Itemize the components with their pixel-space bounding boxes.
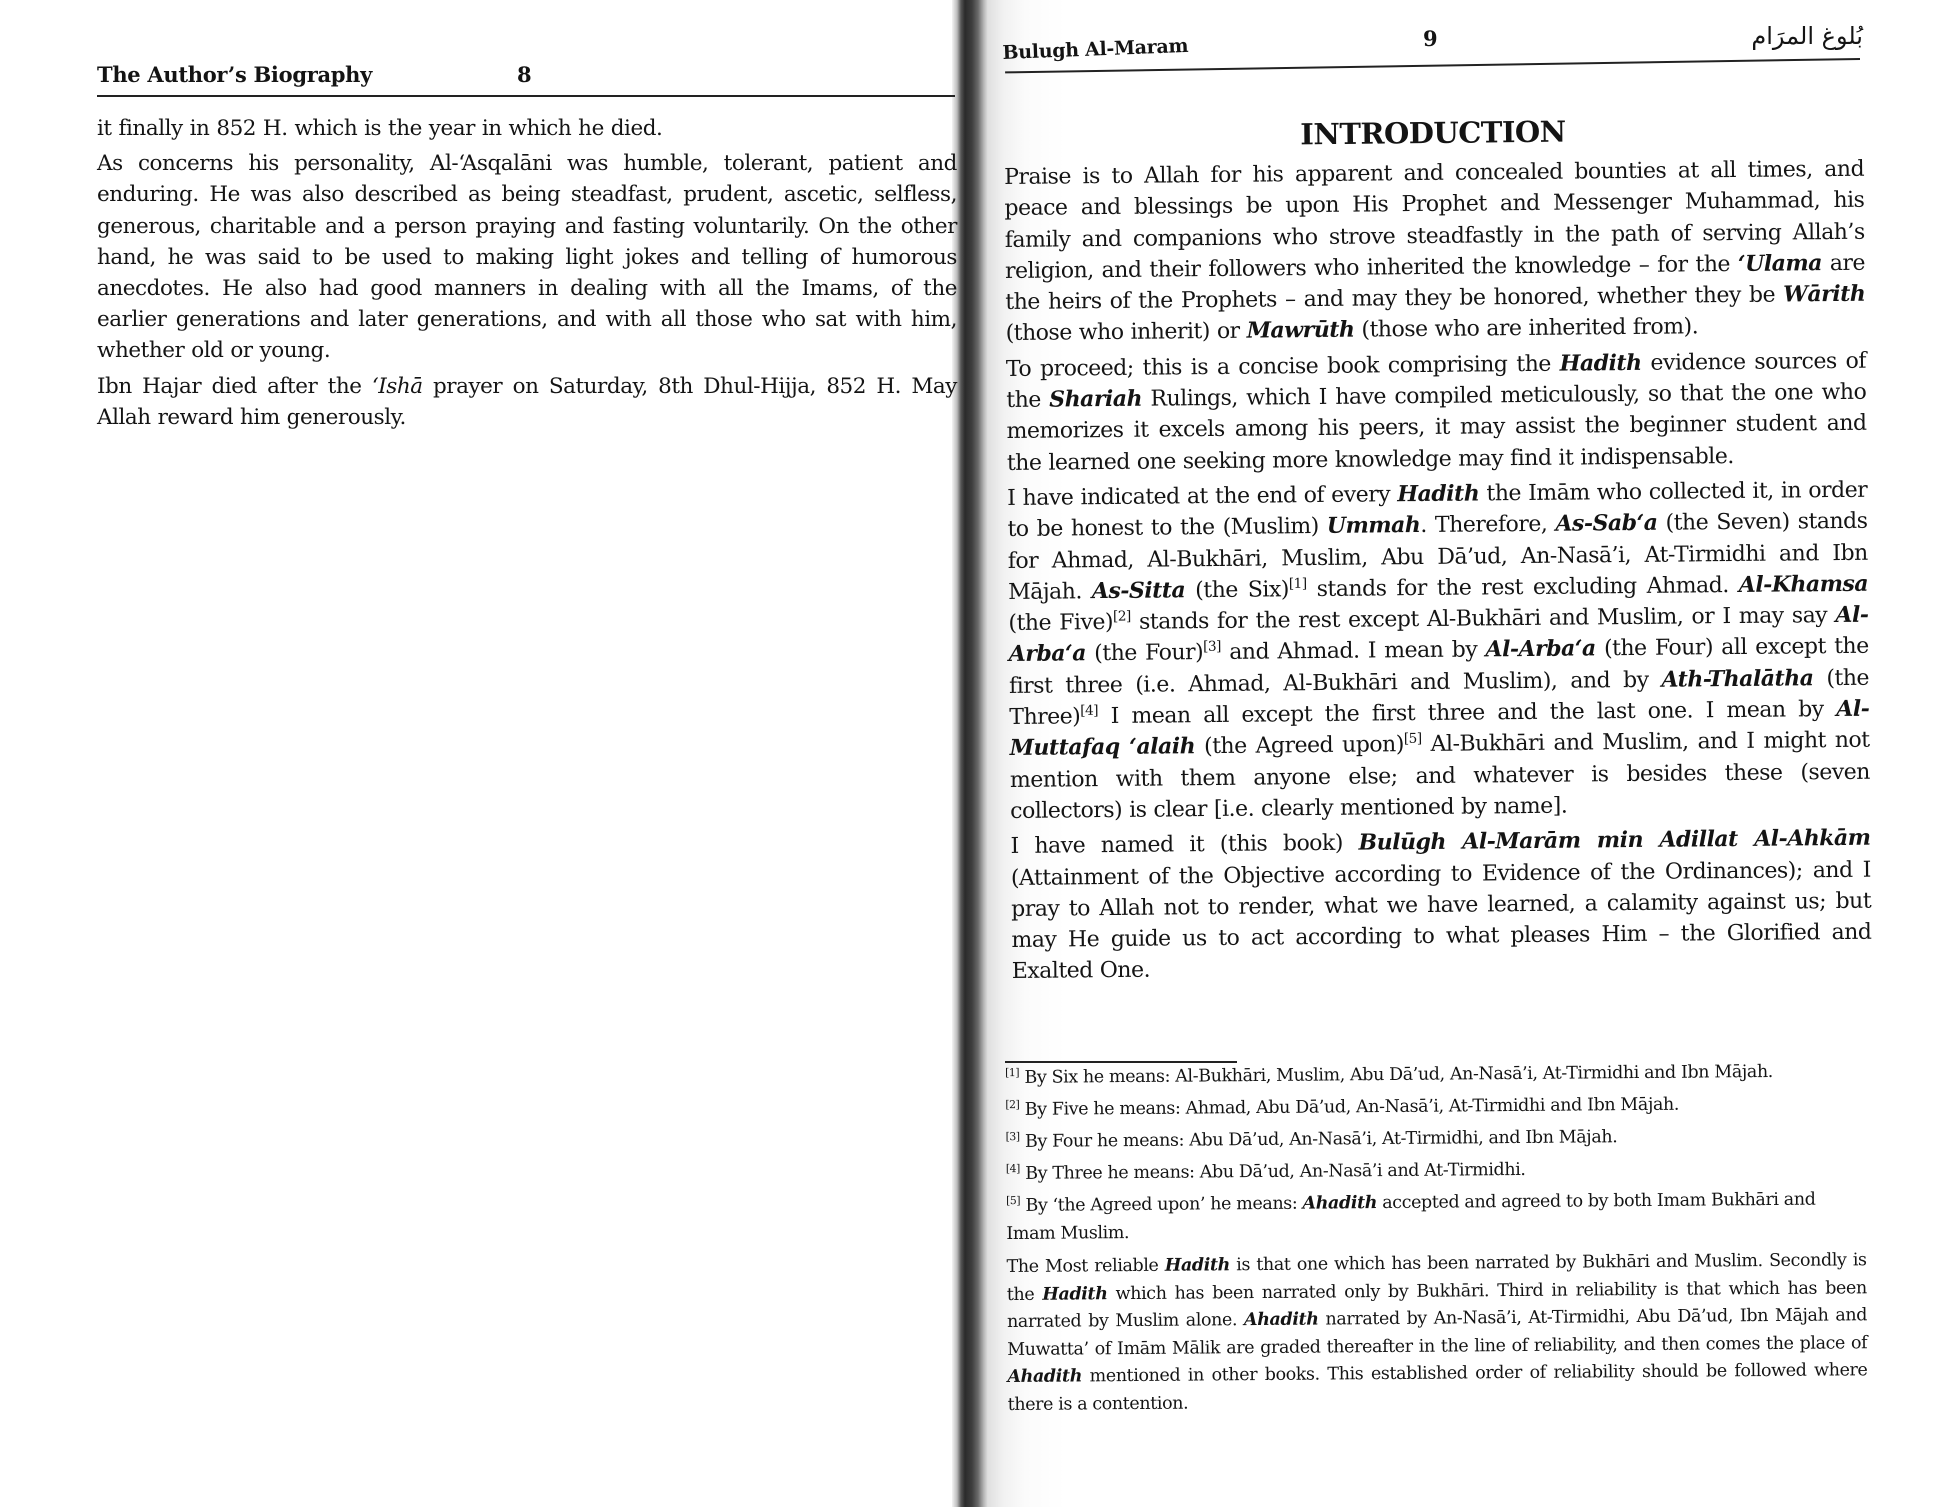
arabic-running-head: بُلوغ المرَام [1751, 22, 1863, 50]
text-run: . Therefore, [1420, 511, 1556, 539]
text-run: narrated by An-Nasā’i, At-Tirmidhi, Abu Dā’ud, Ibn Mājah and Muwatta’ of Imām Mālik are graded thereafter in the line of reliability, and then comes the place of [1007, 1305, 1868, 1360]
page-number: 9 [1423, 26, 1438, 51]
running-head-title: Bulugh Al-Maram [1002, 34, 1189, 64]
text-run: (the Four) all except the first three (i.e. Ahmad, Al-Bukhāri and Muslim), and by [1008, 634, 1869, 699]
text-run: stands for the rest excluding Ahmad. [1306, 572, 1739, 602]
footnote-marker: [4] [1005, 1162, 1021, 1176]
text-run: I have named it (this book) [1010, 830, 1359, 860]
text-run: By Four he means: Abu Dā’ud, An-Nasā’i, At-Tirmidhi, and Ibn Mājah. [1019, 1127, 1618, 1152]
footnote-reference: [3] [1203, 639, 1222, 656]
page-number: 8 [517, 62, 532, 87]
paragraph [1010, 823, 1871, 988]
footnote-reference: [4] [1080, 702, 1099, 720]
text-run: accepted and agreed to by both Imam Bukhāri and Imam Muslim. [1006, 1189, 1816, 1244]
footnote [1006, 1153, 1866, 1188]
text-run: is that one which has been narrated by Bukhāri and Muslim. Secondly is the [1006, 1250, 1867, 1305]
text-run: By Three he means: Abu Dā’ud, An-Nasā’i and At-Tirmidhi. [1019, 1159, 1526, 1184]
italic-term: Hadith [1164, 1255, 1231, 1276]
text-run: The Most reliable [1006, 1255, 1165, 1277]
footnote-text [1019, 1062, 1773, 1088]
text-run: By Five he means: Ahmad, Abu Dā’ud, An-Nasā’i, At-Tirmidhi and Ibn Mājah. [1019, 1094, 1680, 1120]
paragraph [1007, 475, 1870, 828]
paragraph [97, 148, 957, 366]
paragraph [97, 113, 957, 144]
header-rule [97, 95, 955, 97]
italic-term: Hadith [1042, 1283, 1108, 1305]
text-run: By Six he means: Al-Bukhāri, Muslim, Abu Dā’ud, An-Nasā’i, At-Tirmidhi and Ibn Mājah. [1019, 1061, 1774, 1088]
paragraph [97, 371, 957, 433]
text-run: the Imām who collected it, in order to be honest to the (Muslim) [1007, 477, 1868, 543]
footnote [1006, 1185, 1866, 1248]
footnote-text [1019, 1095, 1679, 1120]
italic-term: Hadith [1559, 349, 1642, 377]
italic-term: Wārith [1783, 280, 1866, 308]
text-run: Praise is to Allah for his apparent and concealed bounties at all times, and peace and blessings be upon His Prophet and Messenger Muhammad, his family and companions who strove steadfastly in the path of serving Allah’s religion, and their followers who inherited the knowledge – for the [1004, 156, 1865, 284]
text-run: I have indicated at the end of every [1007, 482, 1398, 511]
right-page-body [1004, 154, 1872, 992]
italic-term: Hadith [1397, 480, 1480, 508]
text-run: By ‘the Agreed upon’ he means: [1020, 1193, 1303, 1216]
footnote-marker: [1] [1005, 1066, 1020, 1080]
text-run: (those who inherit) or [1005, 319, 1247, 347]
italic-term: Ath-Thalātha [1661, 665, 1814, 693]
italic-term: Al-Muttafaq ‘alaih [1009, 695, 1870, 762]
reliability-note [1006, 1247, 1867, 1419]
footnote-marker: [2] [1005, 1098, 1020, 1112]
italic-term: Ahadith [1243, 1309, 1319, 1331]
text-run: I mean all except the first three and the last one. I mean by [1098, 697, 1837, 730]
text-run: To proceed; this is a concise book comprising the [1005, 351, 1560, 382]
text-run: are the heirs of the Prophets – and may they be honored, whether they be [1005, 250, 1866, 316]
text-run: (the Three) [1009, 665, 1870, 731]
footnotes [1005, 1057, 1868, 1419]
italic-term: ‘Ulama [1737, 250, 1823, 277]
italic-term: As-Sab‘a [1555, 510, 1658, 537]
text-run: (the Five) [1008, 610, 1114, 637]
left-page-header [97, 62, 955, 92]
text-run: stands for the rest except Al-Bukhāri and Muslim, or I may say [1130, 603, 1836, 635]
text-run: which has been narrated only by Bukhāri. Third in reliability is that which has been narrated by Muslim alone. [1006, 1277, 1867, 1332]
text-run: evidence sources of the [1006, 348, 1867, 414]
text-run: (the Agreed upon) [1195, 732, 1404, 760]
footnote [1006, 1121, 1866, 1156]
italic-term: Mawrūth [1246, 317, 1355, 345]
footnote [1005, 1089, 1865, 1124]
paragraph [1004, 154, 1866, 350]
left-page-body [97, 113, 957, 437]
text-run: Ibn Hajar died after the [97, 373, 372, 399]
text-run: (those who are inherited from). [1354, 314, 1699, 344]
text-run: (the Four) [1085, 640, 1204, 667]
italic-term: ‘Ishā [371, 373, 423, 399]
italic-term: Ahadith [1302, 1193, 1378, 1214]
footnote-reference: [5] [1403, 731, 1422, 748]
text-run: prayer on Saturday, 8th Dhul-Hijja, 852 H. May Allah reward him generously. [97, 373, 957, 430]
italic-term: Ahadith [1007, 1366, 1083, 1387]
footnote-text [1006, 1190, 1815, 1244]
italic-term: Al-Arba‘a [1485, 635, 1596, 663]
section-heading: INTRODUCTION [1300, 114, 1566, 152]
italic-term: Ummah [1326, 512, 1421, 540]
footnote-text [1020, 1127, 1618, 1152]
footnote-marker: [5] [1006, 1194, 1021, 1208]
text-run: (the Six) [1185, 577, 1290, 604]
italic-term: Bulūgh Al-Marām min Adillat Al-Ahkām [1358, 824, 1871, 856]
text-run: Rulings, which I have compiled meticulously, so that the one who memorizes it excels among his peers, it may assist the beginner student and the learned one seeking more knowledge may find it indispensable. [1006, 379, 1867, 476]
text-run: As concerns his personality, Al-‘Asqalāni was humble, tolerant, patient and enduring. He was also described as being steadfast, prudent, ascetic, selfless, generous, charitable and a person praying and fasting voluntarily. On the other hand, he was said to be used to making light jokes and telling of humorous anecdotes. He also had good manners in dealing with all the Imams, of the earlier generations and later generations, and with all those who sat with him, whether old or young. [97, 151, 957, 364]
text-run: and Ahmad. I mean by [1220, 637, 1486, 666]
text-run: mentioned in other books. This established order of reliability should be followed where there is a contention. [1007, 1360, 1868, 1415]
running-head-title: The Author’s Biography [97, 62, 373, 87]
footnote-marker: [3] [1005, 1130, 1020, 1144]
text-run: Al-Bukhāri and Muslim, and I might not mention with them anyone else; and whatever is besides these (seven collectors) is clear [i.e. clearly mentioned by name]. [1009, 728, 1871, 824]
text-run: (Attainment of the Objective according to Evidence of the Ordinances); and I pray to Allah not to render, what we have learned, a calamity against us; but may He guide us to act according to what pleases Him – the Glorified and Exalted One. [1010, 857, 1872, 985]
paragraph [1006, 346, 1867, 479]
text-run: (the Seven) stands for Ahmad, Al-Bukhāri, Muslim, Abu Dā’ud, An-Nasā’i, At-Tirmidhi and Ibn Mājah. [1007, 508, 1868, 605]
italic-term: Al-Arba‘a [1008, 601, 1869, 668]
footnote [1005, 1057, 1865, 1092]
footnote-text [1020, 1160, 1526, 1184]
footnote-reference: [1] [1288, 575, 1307, 592]
footnote-reference: [2] [1112, 608, 1131, 625]
book-spine-gutter [952, 0, 988, 1507]
italic-term: Shariah [1049, 385, 1143, 413]
italic-term: Al-Khamsa [1738, 570, 1869, 598]
italic-term: As-Sitta [1091, 577, 1186, 605]
text-run: it finally in 852 H. which is the year in which he died. [97, 116, 663, 141]
